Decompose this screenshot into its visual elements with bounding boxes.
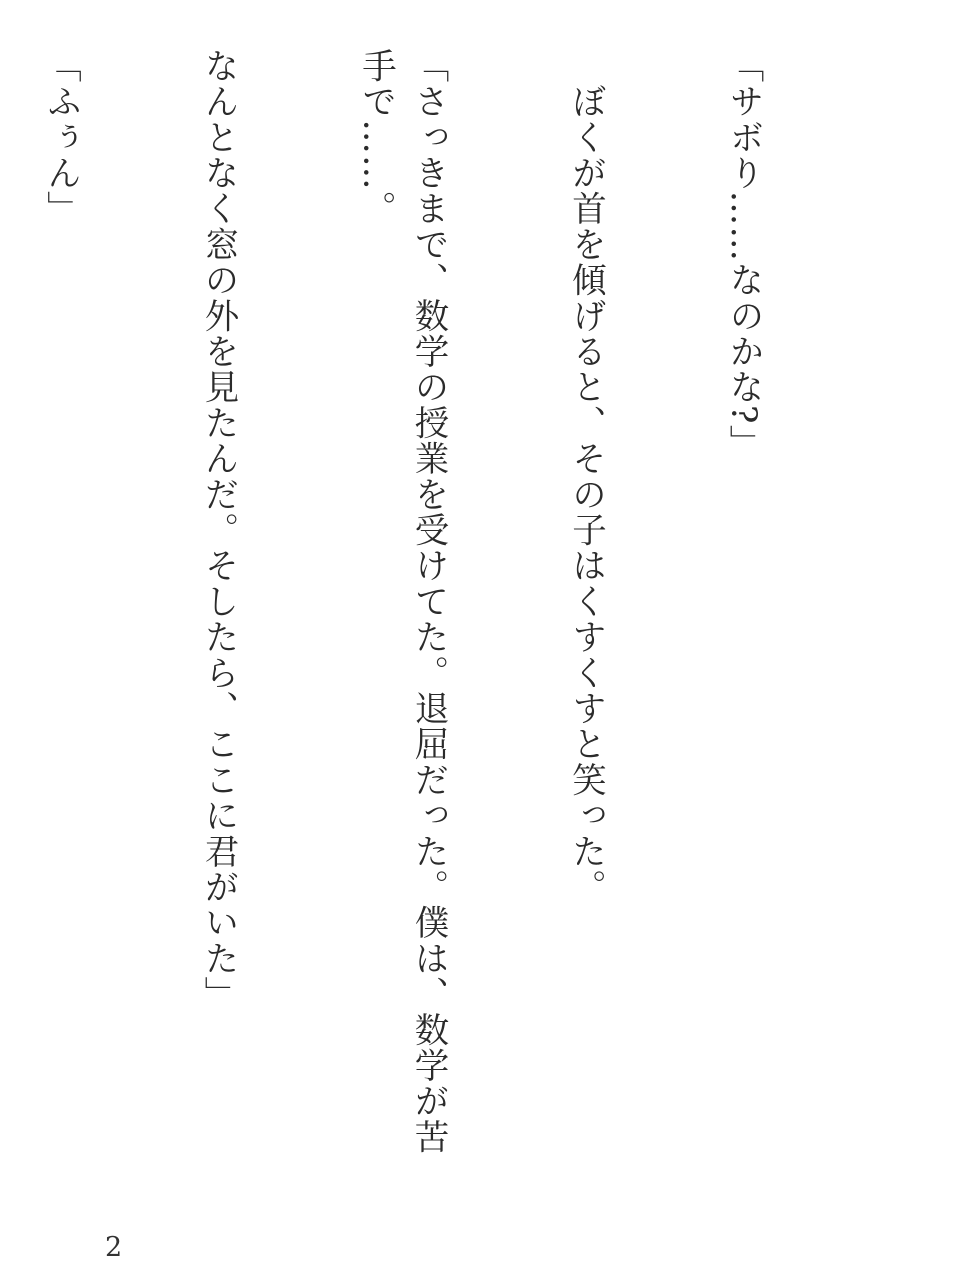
text-line: なんとなく窓の外を見たんだ。そしたら、ここに君がいた」 (198, 48, 238, 1012)
page-number: 2 (105, 1232, 123, 1263)
vertical-text-block (0, 48, 874, 1188)
text-line: 「サボり……なのかな?」 (723, 48, 763, 461)
text-line: ぼくが首を傾げると、その子はくすくすと笑った。 (565, 48, 606, 905)
text-line: 「ふぅん」 (40, 48, 81, 227)
text-line: 「さっきまで、数学の授業を受けてた。退屈だった。僕は、数学が苦手で……。 (355, 48, 448, 1155)
